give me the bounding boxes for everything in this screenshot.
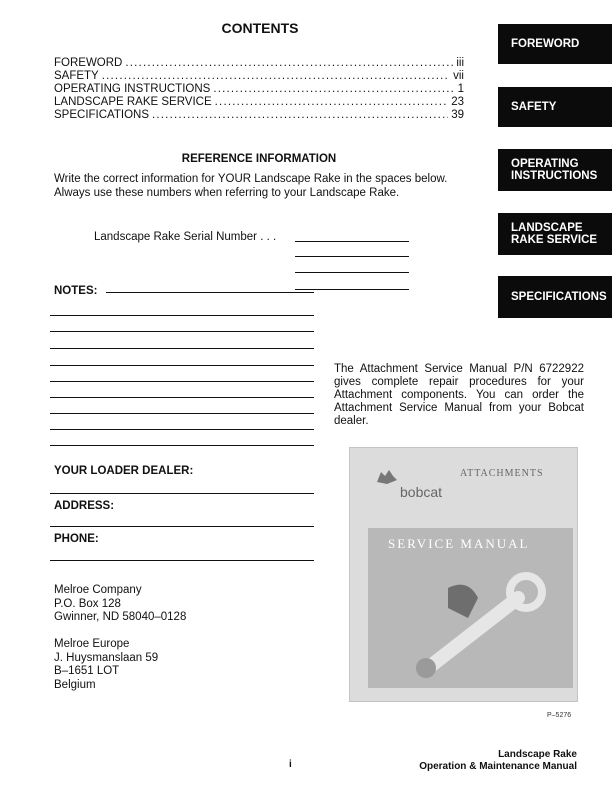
serial-line[interactable] — [295, 256, 409, 257]
tab-specifications[interactable]: SPECIFICATIONS — [498, 276, 612, 318]
toc-leader — [102, 70, 450, 83]
notes-line[interactable] — [50, 413, 314, 414]
address-line-text: Belgium — [54, 678, 96, 691]
notes-line[interactable] — [50, 365, 314, 366]
manual-cover-header: ATTACHMENTS — [460, 468, 544, 479]
address-line[interactable] — [50, 526, 314, 527]
toc-label: FOREWORD — [54, 57, 123, 69]
serial-number-label: Landscape Rake Serial Number . . . — [94, 231, 277, 243]
toc-leader — [125, 57, 453, 70]
toc-leader — [213, 83, 454, 96]
footer-title-line1: Landscape Rake — [498, 749, 577, 760]
melroe-company-address — [54, 584, 186, 625]
reference-text: Write the correct information for YOUR Landscape Rake in the spaces below. Always use these numbers when referring to your Landscape Rake. — [54, 173, 448, 199]
toc-entry-safety[interactable] — [54, 70, 464, 83]
address-line-text: Gwinner, ND 58040–0128 — [54, 611, 187, 623]
serial-line[interactable] — [295, 241, 409, 242]
contents-title: CONTENTS — [221, 20, 299, 36]
manual-cover-panel — [368, 528, 573, 688]
toc-entry-foreword[interactable] — [54, 57, 464, 70]
address-line-text: B–1651 LOT — [54, 665, 120, 677]
address-line-text: Melroe Company — [54, 584, 142, 596]
toc — [54, 57, 464, 122]
toc-page: 23 — [451, 96, 464, 108]
address-line-text: J. Huysmanslaan 59 — [54, 651, 159, 664]
footer-title-line2: Operation & Maintenance Manual — [419, 761, 577, 772]
address-line-text: P.O. Box 128 — [54, 597, 121, 610]
phone-line[interactable] — [50, 560, 314, 561]
notes-line[interactable] — [50, 429, 314, 430]
toc-label: SPECIFICATIONS — [54, 109, 149, 121]
phone-label: PHONE: — [54, 533, 99, 545]
toc-leader — [152, 109, 448, 122]
dealer-label: YOUR LOADER DEALER: — [54, 465, 194, 477]
notes-line[interactable] — [50, 331, 314, 332]
footer-title — [419, 749, 577, 773]
toc-page: 39 — [451, 109, 464, 121]
melroe-europe-address — [54, 638, 158, 692]
bobcat-logo-icon — [375, 466, 399, 486]
service-manual-text: The Attachment Service Manual P/N 6722922 gives complete repair procedures for your Attachment components. You can order the Attachment Service Manual from your Bobcat dealer. — [334, 363, 584, 427]
address-label: ADDRESS: — [54, 500, 115, 512]
notes-line[interactable] — [50, 445, 314, 446]
notes-line[interactable] — [50, 381, 314, 382]
tab-landscape-rake-service[interactable]: LANDSCAPE RAKE SERVICE — [498, 213, 612, 255]
notes-line[interactable] — [50, 348, 314, 349]
notes-line[interactable] — [50, 397, 314, 398]
page-number: i — [289, 759, 292, 770]
toc-page: iii — [456, 57, 464, 69]
wrench-icon — [408, 568, 558, 678]
toc-page: vii — [453, 70, 464, 82]
toc-label: OPERATING INSTRUCTIONS — [54, 83, 211, 95]
serial-line[interactable] — [295, 289, 409, 290]
tab-safety[interactable]: SAFETY — [498, 87, 612, 127]
toc-label: SAFETY — [54, 70, 99, 82]
toc-label: LANDSCAPE RAKE SERVICE — [54, 96, 212, 108]
tab-foreword[interactable]: FOREWORD — [498, 24, 612, 64]
toc-entry-specifications[interactable] — [54, 109, 464, 122]
toc-entry-landscape-rake-service[interactable] — [54, 96, 464, 109]
notes-line[interactable] — [50, 315, 314, 316]
toc-leader — [215, 96, 449, 109]
toc-entry-operating-instructions[interactable] — [54, 83, 464, 96]
notes-line[interactable] — [106, 292, 314, 293]
toc-page: 1 — [457, 83, 464, 95]
notes-label: NOTES: — [54, 285, 98, 297]
manual-cover-title: SERVICE MANUAL — [388, 536, 530, 551]
dealer-line[interactable] — [50, 493, 314, 494]
serial-line[interactable] — [295, 272, 409, 273]
manual-cover-brand: bobcat — [400, 484, 443, 500]
address-line-text: Melroe Europe — [54, 638, 130, 650]
image-code: P–5276 — [547, 712, 572, 719]
service-manual-cover-image — [349, 447, 578, 702]
tab-operating-instructions[interactable]: OPERATING INSTRUCTIONS — [498, 149, 612, 191]
reference-title: REFERENCE INFORMATION — [181, 153, 337, 165]
